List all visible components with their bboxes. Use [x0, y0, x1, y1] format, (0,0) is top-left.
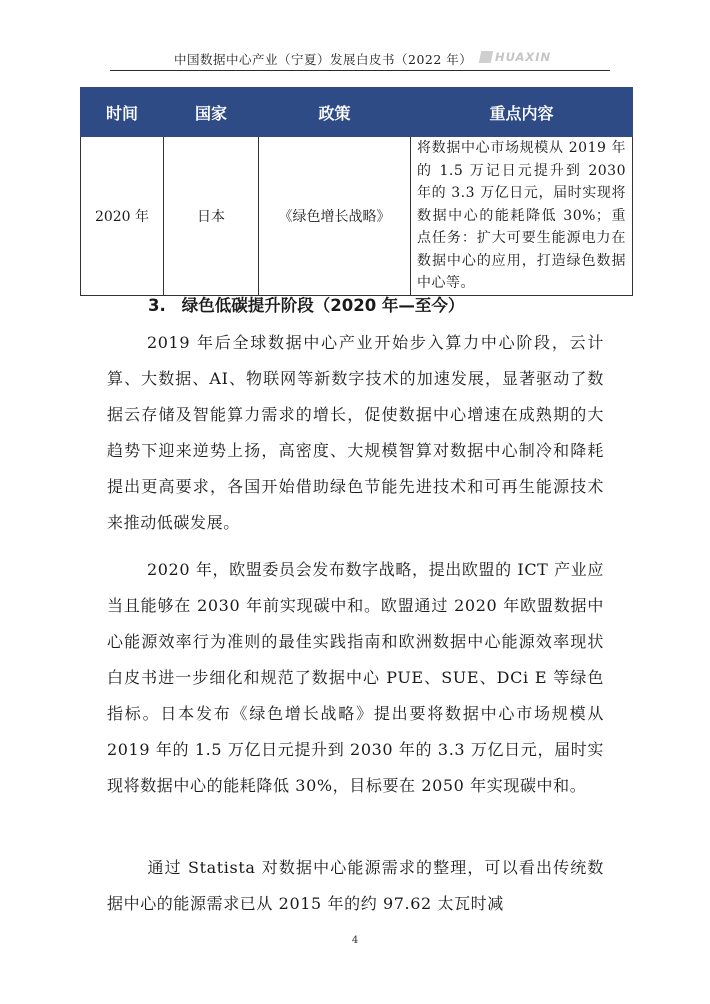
column-header-content: 重点内容	[411, 88, 633, 137]
logo-text: HUAXIN	[495, 50, 552, 64]
column-header-time: 时间	[81, 88, 164, 137]
body-paragraph	[107, 552, 604, 804]
cell-policy: 《绿色增长战略》	[259, 137, 411, 296]
cell-time: 2020 年	[81, 137, 164, 296]
paragraph-text: 2020 年，欧盟委员会发布数字战略，提出欧盟的 ICT 产业应当且能够在 2030 年前实现碳中和。欧盟通过 2020 年欧盟数据中心能源效率行为准则的最佳实践指南和欧洲数据中心能源效率现状白皮书进一步细化和规范了数据中心 PUE、SUE、DCi E 等绿色指标。日本发布《绿色增长战略》提出要将数据中心市场规模从 2019 年的 1.5 万亿日元提升到 2030 年的 3.3 万亿日元，届时实现将数据中心的能耗降低 30%，目标要在 2050 年实现碳中和。	[107, 560, 604, 795]
column-header-country: 国家	[164, 88, 259, 137]
cell-country: 日本	[164, 137, 259, 296]
page-number: 4	[351, 935, 359, 946]
body-paragraph	[107, 850, 604, 922]
policy-table	[80, 87, 633, 296]
paragraph-text: 2019 年后全球数据中心产业开始步入算力中心阶段，云计算、大数据、AI、物联网等新数字技术的加速发展，显著驱动了数据云存储及智能算力需求的增长，促使数据中心增速在成熟期的大趋势下迎来逆势上扬，高密度、大规模智算对数据中心制冷和降耗提出更高要求，各国开始借助绿色节能先进技术和可再生能源技术来推动低碳发展。	[107, 333, 604, 532]
section-heading	[148, 292, 464, 316]
paragraph-text: 通过 Statista 对数据中心能源需求的整理，可以看出传统数据中心的能源需求已从 2015 年的约 97.62 太瓦时减	[107, 858, 604, 913]
column-header-policy: 政策	[259, 88, 411, 137]
logo-mark-icon	[479, 51, 494, 63]
section-number: 3.	[148, 296, 166, 315]
publisher-logo	[480, 50, 551, 64]
page-header	[110, 48, 610, 71]
section-title: 绿色低碳提升阶段（2020 年—至今）	[181, 296, 465, 315]
body-paragraph	[107, 325, 604, 541]
cell-content: 将数据中心市场规模从 2019 年的 1.5 万记日元提升到 2030 年的 3.3 万亿日元，届时实现将数据中心的能耗降低 30%；重点任务：扩大可要生能源电力在数据中心的应用，打造绿色数据中心等。	[411, 137, 633, 296]
table-row	[81, 137, 633, 296]
header-title: 中国数据中心产业（宁夏）发展白皮书（2022 年）	[174, 52, 473, 67]
table-header-row	[81, 88, 633, 137]
